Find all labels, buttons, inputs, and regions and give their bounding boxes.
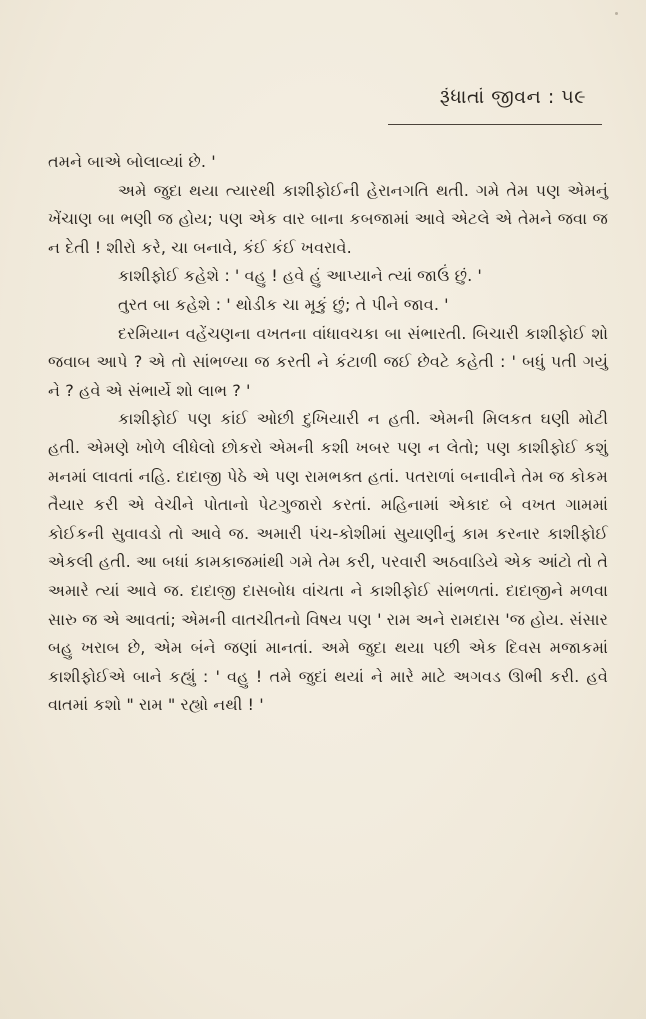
header-rule xyxy=(388,124,602,125)
paragraph: અમે જુદા થયા ત્યારથી કાશીફોઈની હેરાનગતિ થતી. ગમે તેમ પણ એમનું ખેંચાણ બા ભણી જ હોય; પણ એક વાર બાના કબજામાં આવે એટલે એ તેમને જવા જ ન દેતી ! શીરો કરે, ચા બનાવે, કંઈ કંઈ ખવરાવે. xyxy=(48,180,608,257)
paragraph-continuation: તમને બાએ બોલાવ્યાં છે. ' xyxy=(48,152,216,171)
paragraph: કાશીફોઈ પણ કાંઈ ઓછી દુખિયારી ન હતી. એમની મિલકત ઘણી મોટી હતી. એમણે ખોળે લીધેલો છોકરો એમની કશી ખબર પણ ન લેતો; પણ કાશીફોઈ કશું મનમાં લાવતાં નહિ. દાદાજી પેઠે એ પણ રામભક્ત હતાં. પતરાળાં બનાવીને તેમ જ કોકમ તૈયાર કરી એ વેચીને પોતાનો પેટગુજારો કરતાં. મહિનામાં એકાદ બે વખત ગામમાં કોઈકની સુવાવડો તો આવે જ. અમારી પંચ-કોશીમાં સુયાણીનું કામ કરનાર કાશીફોઈ એકલી હતી. આ બધાં કામકાજમાંથી ગમે તેમ કરી, પરવારી અઠવાડિયે એક આંટો તો તે અમારે ત્યાં આવે જ. દાદાજી દાસબોધ વાંચતા ને કાશીફોઈ સાંભળતાં. દાદાજીને મળવા સારુ જ એ આવતાં; એમની વાતચીતનો વિષય પણ ' રામ અને રામદાસ 'જ હોય. સંસાર બહુ ખરાબ છે, એમ બંને જણાં માનતાં. અમે જુદા થયા પછી એક દિવસ મજાકમાં કાશીફોઈએ બાને કહ્યું : ' વહુ ! તમે જુદાં થયાં ને મારે માટે અગવડ ઊભી કરી. હવે વાતમાં કશો " રામ " રહ્યો નથી ! ' xyxy=(48,409,608,715)
dialogue-line: તુરત બા કહેશે : ' થોડીક ચા મૂકું છું; તે પીને જાવ. ' xyxy=(118,294,449,314)
body-text xyxy=(48,148,608,720)
dialogue-line: કાશીફોઈ કહેશે : ' વહુ ! હવે હું આપ્યાને ત્યાં જાઉં છું. ' xyxy=(118,266,482,286)
paragraph: દરમિયાન વહેંચણના વખતના વાંધાવચકા બા સંભારતી. બિચારી કાશીફોઈ શો જવાબ આપે ? એ તો સાંભળ્યા જ કરતી ને કંટાળી જઈ છેવટે કહેતી : ' બધું પતી ગયું ને ? હવે એ સંભાર્યે શો લાભ ? ' xyxy=(48,323,608,400)
running-header: રૂંધાતાં જીવન : ૫૯ xyxy=(439,86,586,108)
paper-speck xyxy=(615,12,618,15)
